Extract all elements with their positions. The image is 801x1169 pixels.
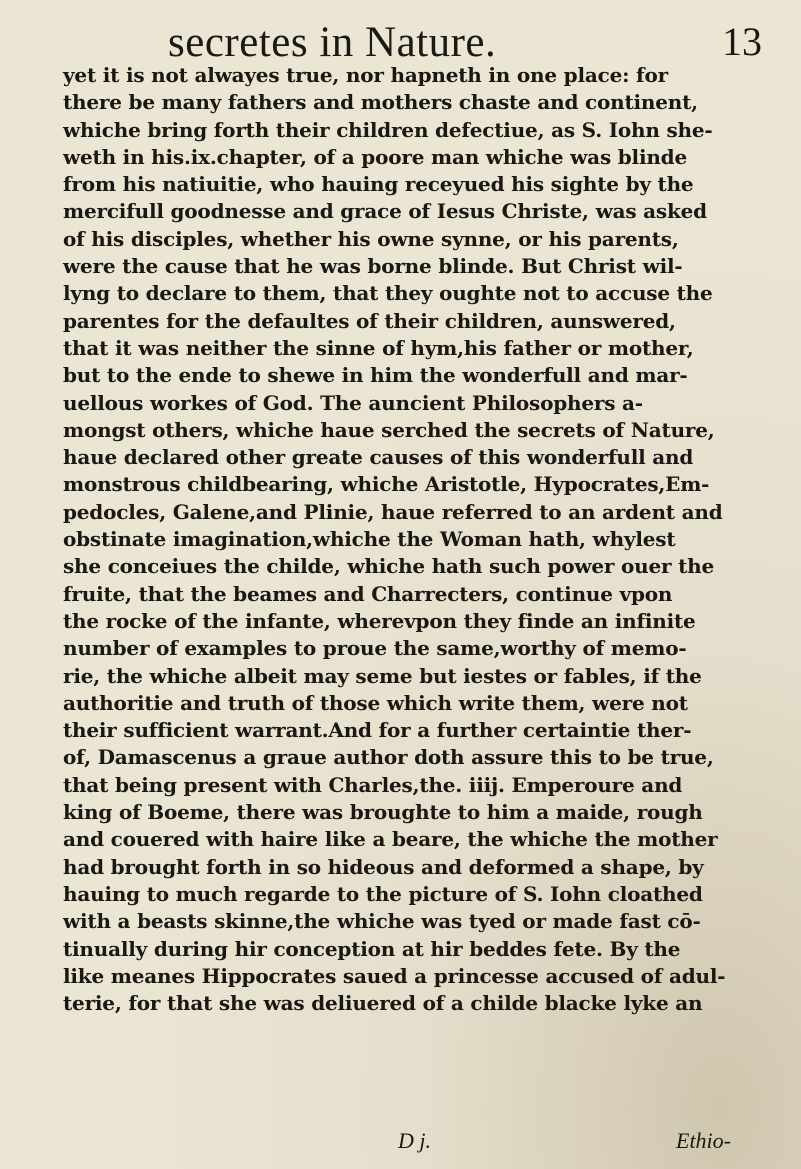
page-number: 13 [722,19,762,64]
text-line: with a beasts skinne,the whiche was tyed or made fast cō- [63,909,701,934]
text-line: but to the ende to shewe in him the wonderfull and mar- [63,363,688,388]
text-line: the rocke of the infante, wherevpon they finde an infinite [63,608,696,633]
text-line: fruite, that the beames and Charrecters, continue vpon [63,581,673,606]
text-line: haue declared other greate causes of this wonderfull and [63,445,694,470]
text-line: whiche bring forth their children defectiue, as S. Iohn she- [63,117,713,142]
text-line: their sufficient warrant.And for a further certaintie ther- [63,718,692,743]
text-line: parentes for the defaultes of their children, aunswered, [63,308,676,333]
text-line: she conceiues the childe, whiche hath such power ouer the [63,554,715,579]
text-line: rie, the whiche albeit may seme but iestes or fables, if the [63,663,702,688]
text-line: of, Damascenus a graue author doth assure this to be true, [63,745,714,770]
text-line: and couered with haire like a beare, the whiche the mother [63,827,718,852]
text-line: tinually during hir conception at hir beddes fete. By the [63,936,681,961]
text-line: weth in his.ix.chapter, of a poore man whiche was blinde [63,144,687,169]
text-line: that being present with Charles,the. iiij. Emperoure and [63,772,683,797]
signature-mark: D j. [398,1128,431,1153]
text-line: uellous workes of God. The auncient Philosophers a- [63,390,643,415]
text-line: obstinate imagination,whiche the Woman hath, whylest [63,527,676,552]
text-line: yet it is not alwayes true, nor hapneth in one place: for [63,63,668,87]
body-text [63,62,753,1017]
text-line: were the cause that he was borne blinde. But Christ wil- [63,254,683,279]
text-line: hauing to much regarde to the picture of S. Iohn cloathed [63,881,703,906]
text-line: monstrous childbearing, whiche Aristotle, Hypocrates,Em- [63,472,710,497]
page-footer [0,1128,801,1162]
text-line: had brought forth in so hideous and deformed a shape, by [63,854,704,879]
text-line: terie, for that she was deliuered of a childe blacke lyke an [63,991,703,1016]
text-line: like meanes Hippocrates saued a princesse accused of adul- [63,963,726,988]
running-title: secretes in Nature. [168,19,497,66]
text-line: there be many fathers and mothers chaste and continent, [63,90,698,115]
text-line: from his natiuitie, who hauing receyued his sighte by the [63,172,694,197]
catchword: Ethio- [676,1128,731,1153]
text-line: mercifull goodnesse and grace of Iesus Christe, was asked [63,199,707,224]
text-line: king of Boeme, there was broughte to him a maide, rough [63,800,703,825]
text-line: number of examples to proue the same,worthy of memo- [63,636,687,661]
text-line: pedocles, Galene,and Plinie, haue referred to an ardent and [63,499,723,524]
text-line: of his disciples, whether his owne synne, or his parents, [63,226,679,251]
text-line: that it was neither the sinne of hym,his father or mother, [63,335,694,360]
text-line: authoritie and truth of those which write them, were not [63,690,688,715]
text-line: lyng to declare to them, that they oughte not to accuse the [63,281,713,306]
text-line: mongst others, whiche haue serched the secrets of Nature, [63,417,715,442]
